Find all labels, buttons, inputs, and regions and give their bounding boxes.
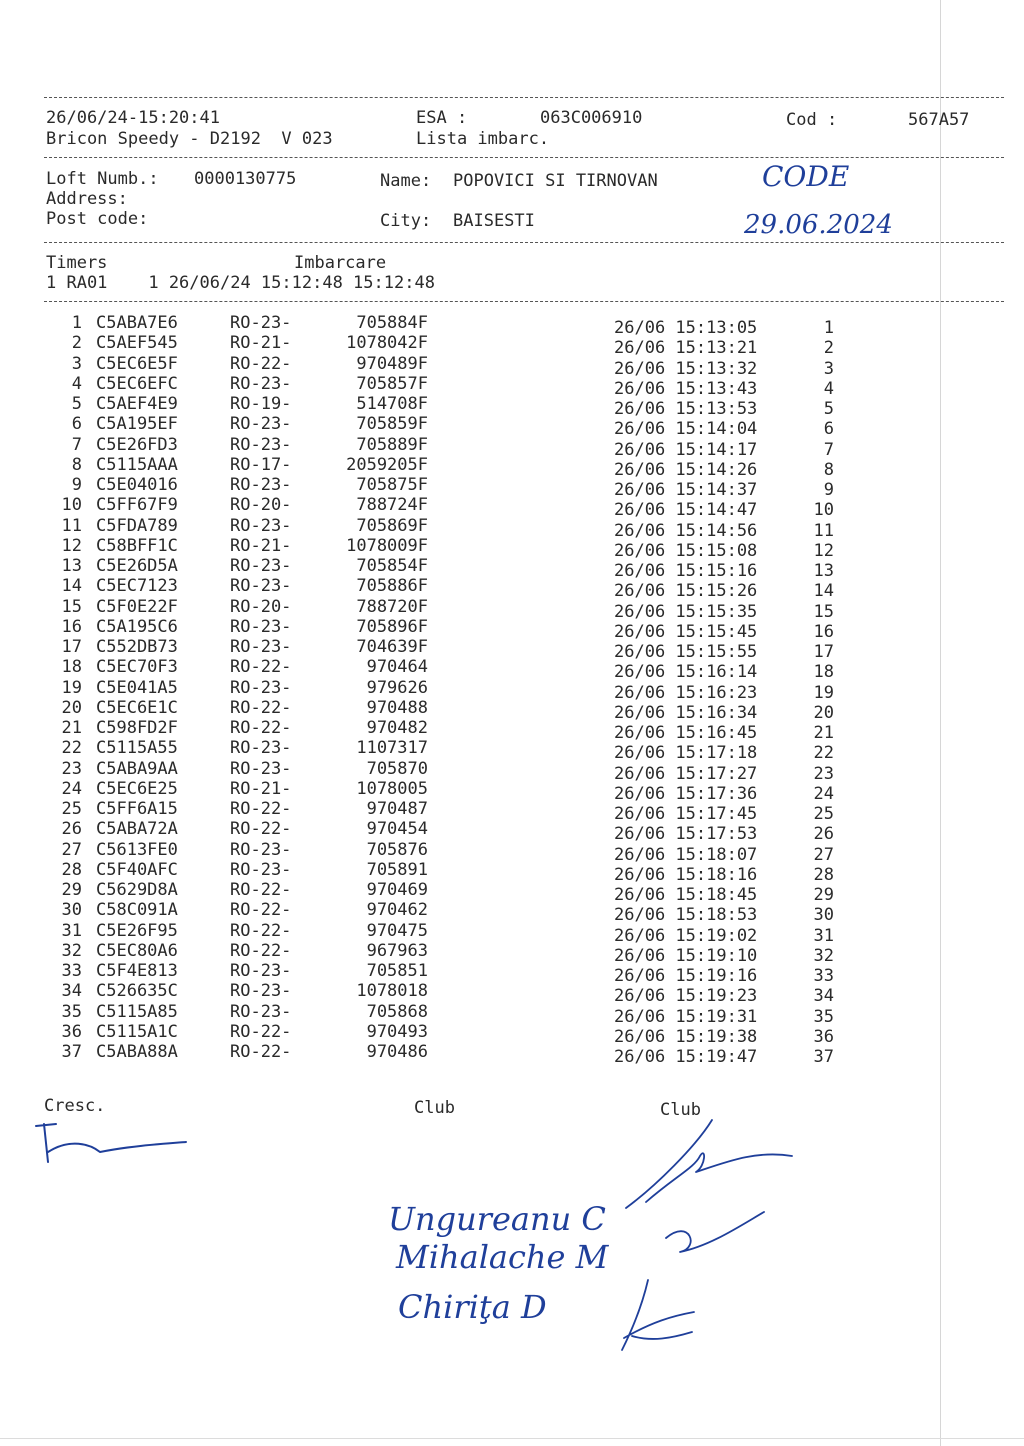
ring-prefix: RO-23- xyxy=(230,616,292,637)
ring-prefix: RO-23- xyxy=(230,515,292,536)
row-index: 31 xyxy=(61,920,82,941)
pigeon-row xyxy=(0,556,1024,581)
ring-code: C5E26FD3 xyxy=(96,434,178,455)
ring-code: C5E26D5A xyxy=(96,556,178,576)
divider xyxy=(44,301,1004,302)
ring-number: 970486 xyxy=(366,1042,428,1062)
ring-number: 705886F xyxy=(356,576,428,597)
ring-number: 514708F xyxy=(356,394,428,414)
imbarcare-label: Imbarcare xyxy=(294,253,387,273)
club-label-1: Club xyxy=(414,1098,455,1118)
clock-time: 26/06 15:13:05 xyxy=(614,318,758,338)
clock-time: 26/06 15:17:18 xyxy=(614,743,758,764)
ring-code: C5EC6E25 xyxy=(96,778,178,799)
clock-time: 26/06 15:18:07 xyxy=(614,844,758,865)
position: 6 xyxy=(823,419,834,440)
ring-number: 704639F xyxy=(356,637,428,657)
ring-number: 2059205F xyxy=(346,454,428,475)
position: 19 xyxy=(813,682,834,703)
position: 29 xyxy=(813,885,834,905)
pigeon-row xyxy=(0,333,1024,359)
pigeon-row xyxy=(0,637,1024,662)
ring-prefix: RO-23- xyxy=(230,313,292,333)
ring-number: 705869F xyxy=(356,515,428,536)
scan-edge-horizontal xyxy=(0,1438,1024,1439)
ring-number: 705859F xyxy=(356,414,428,435)
position: 2 xyxy=(823,338,834,359)
row-index: 9 xyxy=(71,475,82,495)
pigeon-row xyxy=(0,799,1024,824)
ring-code: C5AEF4E9 xyxy=(96,394,178,414)
ring-prefix: RO-22- xyxy=(230,940,292,961)
clock-time: 26/06 15:18:45 xyxy=(614,885,758,905)
position: 23 xyxy=(813,763,834,784)
position: 32 xyxy=(813,945,834,966)
ring-number: 970469 xyxy=(366,880,428,900)
position: 20 xyxy=(813,702,834,723)
ring-code: C5FDA789 xyxy=(96,515,178,536)
ring-prefix: RO-19- xyxy=(230,394,292,414)
pigeon-row xyxy=(0,414,1024,440)
ring-prefix: RO-22- xyxy=(230,819,292,840)
ring-number: 970454 xyxy=(366,819,428,840)
position: 21 xyxy=(813,723,834,743)
clock-time: 26/06 15:14:04 xyxy=(614,419,758,440)
row-index: 14 xyxy=(61,576,82,597)
row-index: 20 xyxy=(61,697,82,718)
row-index: 16 xyxy=(61,616,82,637)
clock-time: 26/06 15:16:34 xyxy=(614,702,758,723)
name-label: Name: xyxy=(380,171,432,191)
pigeon-row xyxy=(0,859,1024,885)
position: 10 xyxy=(813,500,834,521)
club-signature-1 xyxy=(616,1116,806,1216)
ring-prefix: RO-22- xyxy=(230,718,292,738)
ring-number: 788720F xyxy=(356,596,428,617)
clock-time: 26/06 15:14:47 xyxy=(614,500,758,521)
pigeon-row xyxy=(0,920,1024,946)
ring-prefix: RO-23- xyxy=(230,576,292,597)
pigeon-row xyxy=(0,596,1024,622)
position: 27 xyxy=(813,844,834,865)
clock-time: 26/06 15:13:43 xyxy=(614,378,758,399)
esa-value: 063C006910 xyxy=(540,108,643,128)
position: 34 xyxy=(813,986,834,1007)
ring-code: C5A195EF xyxy=(96,414,178,435)
ring-number: 705870 xyxy=(366,758,428,779)
pigeon-row xyxy=(0,819,1024,845)
ring-prefix: RO-21- xyxy=(230,778,292,799)
pigeon-row xyxy=(0,981,1024,1007)
clock-time: 26/06 15:17:53 xyxy=(614,824,758,845)
position: 35 xyxy=(813,1006,834,1027)
ring-prefix: RO-23- xyxy=(230,738,292,759)
ring-code: C5115A85 xyxy=(96,1001,178,1022)
position: 22 xyxy=(813,743,834,764)
clock-time: 26/06 15:13:53 xyxy=(614,399,758,419)
loft-number-value: 0000130775 xyxy=(194,169,297,189)
ring-code: C552DB73 xyxy=(96,637,178,657)
divider xyxy=(44,157,1004,158)
ring-number: 705896F xyxy=(356,616,428,637)
position: 33 xyxy=(813,966,834,986)
pigeon-row xyxy=(0,880,1024,905)
ring-number: 705876 xyxy=(366,839,428,860)
pigeon-row xyxy=(0,718,1024,743)
position: 7 xyxy=(823,439,834,460)
position: 17 xyxy=(813,642,834,662)
ring-prefix: RO-22- xyxy=(230,657,292,678)
row-index: 36 xyxy=(61,1021,82,1042)
clock-time: 26/06 15:18:53 xyxy=(614,905,758,926)
ring-code: C5EC6E1C xyxy=(96,697,178,718)
clock-time: 26/06 15:14:17 xyxy=(614,439,758,460)
clock-time: 26/06 15:16:14 xyxy=(614,662,758,683)
ring-prefix: RO-22- xyxy=(230,920,292,941)
ring-prefix: RO-23- xyxy=(230,961,292,981)
position: 26 xyxy=(813,824,834,845)
timers-title: Timers xyxy=(46,253,108,273)
ring-code: C5F0E22F xyxy=(96,596,178,617)
clock-time: 26/06 15:14:26 xyxy=(614,459,758,480)
clock-time: 26/06 15:16:23 xyxy=(614,682,758,703)
row-index: 23 xyxy=(61,758,82,779)
list-title: Lista imbarc. xyxy=(416,129,550,149)
ring-code: C598FD2F xyxy=(96,718,178,738)
row-index: 8 xyxy=(71,454,82,475)
ring-number: 979626 xyxy=(366,677,428,698)
pigeon-row xyxy=(0,535,1024,561)
ring-code: C5ABA72A xyxy=(96,819,178,840)
pigeon-row xyxy=(0,839,1024,865)
row-index: 12 xyxy=(61,535,82,556)
ring-prefix: RO-23- xyxy=(230,758,292,779)
clock-time: 26/06 15:17:36 xyxy=(614,783,758,804)
ring-number: 705857F xyxy=(356,373,428,394)
handwritten-code-note: CODE xyxy=(762,160,850,193)
ring-code: C5613FE0 xyxy=(96,839,178,860)
ring-code: C5EC6EFC xyxy=(96,373,178,394)
ring-number: 970489F xyxy=(356,353,428,374)
pigeon-row xyxy=(0,778,1024,804)
ring-code: C5E041A5 xyxy=(96,677,178,698)
ring-number: 970482 xyxy=(366,718,428,738)
ring-number: 1078005 xyxy=(356,778,428,799)
pigeon-row xyxy=(0,434,1024,460)
pigeon-row xyxy=(0,454,1024,480)
handwritten-name-3: Chiriţa D xyxy=(398,1288,547,1326)
clock-time: 26/06 15:15:45 xyxy=(614,621,758,642)
position: 9 xyxy=(823,480,834,500)
loft-number-label: Loft Numb.: xyxy=(46,169,159,189)
divider xyxy=(44,242,1004,243)
ring-number: 967963 xyxy=(366,940,428,961)
address-label: Address: xyxy=(46,189,128,209)
pigeon-row xyxy=(0,576,1024,602)
ring-code: C5EC70F3 xyxy=(96,657,178,678)
clock-time: 26/06 15:17:27 xyxy=(614,763,758,784)
clock-time: 26/06 15:15:16 xyxy=(614,561,758,581)
cresc-label: Cresc. xyxy=(44,1096,106,1116)
clock-time: 26/06 15:15:35 xyxy=(614,601,758,622)
cod-value: 567A57 xyxy=(908,110,970,130)
row-index: 2 xyxy=(71,333,82,354)
pigeon-row xyxy=(0,657,1024,683)
ring-prefix: RO-20- xyxy=(230,495,292,516)
clock-time: 26/06 15:16:45 xyxy=(614,723,758,743)
ring-prefix: RO-23- xyxy=(230,556,292,576)
row-index: 15 xyxy=(61,596,82,617)
row-index: 32 xyxy=(61,940,82,961)
row-index: 24 xyxy=(61,778,82,799)
ring-prefix: RO-23- xyxy=(230,677,292,698)
ring-code: C5F4E813 xyxy=(96,961,178,981)
club-signature-2 xyxy=(660,1208,770,1268)
position: 37 xyxy=(813,1047,834,1067)
pigeon-row xyxy=(0,373,1024,399)
row-index: 27 xyxy=(61,839,82,860)
ring-number: 970487 xyxy=(366,799,428,819)
ring-number: 1078009F xyxy=(346,535,428,556)
ring-prefix: RO-23- xyxy=(230,1001,292,1022)
ring-code: C5A195C6 xyxy=(96,616,178,637)
position: 24 xyxy=(813,783,834,804)
position: 25 xyxy=(813,804,834,824)
position: 1 xyxy=(823,318,834,338)
clock-time: 26/06 15:14:37 xyxy=(614,480,758,500)
row-index: 37 xyxy=(61,1042,82,1062)
ring-code: C5E26F95 xyxy=(96,920,178,941)
ring-number: 1078042F xyxy=(346,333,428,354)
row-index: 25 xyxy=(61,799,82,819)
clock-time: 26/06 15:19:47 xyxy=(614,1047,758,1067)
pigeon-row xyxy=(0,900,1024,926)
ring-prefix: RO-21- xyxy=(230,535,292,556)
position: 5 xyxy=(823,399,834,419)
row-index: 28 xyxy=(61,859,82,880)
ring-number: 705889F xyxy=(356,434,428,455)
position: 16 xyxy=(813,621,834,642)
ring-prefix: RO-23- xyxy=(230,981,292,1002)
clock-time: 26/06 15:19:10 xyxy=(614,945,758,966)
ring-code: C5EC6E5F xyxy=(96,353,178,374)
ring-prefix: RO-23- xyxy=(230,637,292,657)
row-index: 30 xyxy=(61,900,82,921)
esa-label: ESA : xyxy=(416,108,468,128)
pigeon-row xyxy=(0,738,1024,764)
pigeon-row xyxy=(0,961,1024,986)
clock-time: 26/06 15:17:45 xyxy=(614,804,758,824)
ring-code: C5E04016 xyxy=(96,475,178,495)
clock-time: 26/06 15:19:31 xyxy=(614,1006,758,1027)
row-index: 18 xyxy=(61,657,82,678)
clock-time: 26/06 15:15:26 xyxy=(614,581,758,602)
ring-prefix: RO-23- xyxy=(230,839,292,860)
ring-number: 970462 xyxy=(366,900,428,921)
ring-code: C5EC80A6 xyxy=(96,940,178,961)
name-value: POPOVICI SI TIRNOVAN xyxy=(453,171,658,191)
position: 30 xyxy=(813,905,834,926)
ring-number: 1107317 xyxy=(356,738,428,759)
ring-number: 970475 xyxy=(366,920,428,941)
pigeon-row xyxy=(0,394,1024,419)
pigeon-row xyxy=(0,1001,1024,1027)
ring-number: 1078018 xyxy=(356,981,428,1002)
position: 36 xyxy=(813,1026,834,1047)
row-index: 11 xyxy=(61,515,82,536)
clock-time: 26/06 15:18:16 xyxy=(614,864,758,885)
position: 18 xyxy=(813,662,834,683)
row-index: 21 xyxy=(61,718,82,738)
ring-code: C5115AAA xyxy=(96,454,178,475)
position: 28 xyxy=(813,864,834,885)
row-index: 35 xyxy=(61,1001,82,1022)
print-datetime: 26/06/24-15:20:41 xyxy=(46,108,220,128)
position: 13 xyxy=(813,561,834,581)
ring-number: 705891 xyxy=(366,859,428,880)
row-index: 6 xyxy=(71,414,82,435)
clock-time: 26/06 15:19:38 xyxy=(614,1026,758,1047)
ring-code: C5115A1C xyxy=(96,1021,178,1042)
postcode-label: Post code: xyxy=(46,209,149,229)
position: 12 xyxy=(813,540,834,561)
ring-prefix: RO-20- xyxy=(230,596,292,617)
pigeon-row xyxy=(0,758,1024,784)
ring-number: 705851 xyxy=(366,961,428,981)
row-index: 10 xyxy=(61,495,82,516)
clock-time: 26/06 15:13:21 xyxy=(614,338,758,359)
pigeon-row xyxy=(0,313,1024,338)
club-label-2: Club xyxy=(660,1100,701,1120)
ring-prefix: RO-22- xyxy=(230,880,292,900)
ring-prefix: RO-17- xyxy=(230,454,292,475)
city-value: BAISESTI xyxy=(453,211,535,231)
pigeon-row xyxy=(0,353,1024,379)
pigeon-row xyxy=(0,1021,1024,1047)
pigeon-row xyxy=(0,1042,1024,1067)
row-index: 26 xyxy=(61,819,82,840)
clock-time: 26/06 15:19:02 xyxy=(614,925,758,946)
city-label: City: xyxy=(380,211,432,231)
ring-code: C58BFF1C xyxy=(96,535,178,556)
ring-code: C5EC7123 xyxy=(96,576,178,597)
position: 14 xyxy=(813,581,834,602)
row-index: 33 xyxy=(61,961,82,981)
ring-code: C5AEF545 xyxy=(96,333,178,354)
row-index: 7 xyxy=(71,434,82,455)
position: 8 xyxy=(823,459,834,480)
ring-prefix: RO-21- xyxy=(230,333,292,354)
breeder-signature xyxy=(30,1118,200,1178)
ring-code: C5629D8A xyxy=(96,880,178,900)
ring-prefix: RO-22- xyxy=(230,1021,292,1042)
divider xyxy=(44,97,1004,98)
ring-code: C5115A55 xyxy=(96,738,178,759)
ring-number: 788724F xyxy=(356,495,428,516)
ring-code: C5ABA88A xyxy=(96,1042,178,1062)
pigeon-row xyxy=(0,515,1024,541)
cod-label: Cod : xyxy=(786,110,838,130)
pigeon-row xyxy=(0,475,1024,500)
club-line: Bricon Speedy - D2192 V 023 xyxy=(46,129,333,149)
timer-line: 1 RA01 1 26/06/24 15:12:48 15:12:48 xyxy=(46,273,435,293)
clock-time: 26/06 15:19:23 xyxy=(614,986,758,1007)
row-index: 1 xyxy=(71,313,82,333)
position: 11 xyxy=(813,520,834,541)
clock-time: 26/06 15:19:16 xyxy=(614,966,758,986)
ring-number: 970464 xyxy=(366,657,428,678)
row-index: 34 xyxy=(61,981,82,1002)
ring-prefix: RO-22- xyxy=(230,697,292,718)
clock-time: 26/06 15:14:56 xyxy=(614,520,758,541)
ring-prefix: RO-22- xyxy=(230,900,292,921)
pigeon-row xyxy=(0,616,1024,642)
ring-code: C526635C xyxy=(96,981,178,1002)
clock-time: 26/06 15:15:55 xyxy=(614,642,758,662)
ring-number: 705868 xyxy=(366,1001,428,1022)
ring-code: C58C091A xyxy=(96,900,178,921)
ring-code: C5FF6A15 xyxy=(96,799,178,819)
pigeon-row xyxy=(0,940,1024,966)
handwritten-date-note: 29.06.2024 xyxy=(744,210,893,240)
ring-number: 970488 xyxy=(366,697,428,718)
ring-number: 970493 xyxy=(366,1021,428,1042)
row-index: 3 xyxy=(71,353,82,374)
ring-number: 705854F xyxy=(356,556,428,576)
ring-prefix: RO-22- xyxy=(230,1042,292,1062)
row-index: 19 xyxy=(61,677,82,698)
row-index: 5 xyxy=(71,394,82,414)
ring-prefix: RO-23- xyxy=(230,414,292,435)
ring-number: 705875F xyxy=(356,475,428,495)
handwritten-name-1: Ungureanu C xyxy=(388,1200,606,1238)
ring-prefix: RO-23- xyxy=(230,475,292,495)
ring-prefix: RO-23- xyxy=(230,859,292,880)
clock-time: 26/06 15:13:32 xyxy=(614,358,758,379)
row-index: 17 xyxy=(61,637,82,657)
ring-prefix: RO-22- xyxy=(230,353,292,374)
ring-prefix: RO-22- xyxy=(230,799,292,819)
row-index: 13 xyxy=(61,556,82,576)
pigeon-row xyxy=(0,495,1024,521)
position: 4 xyxy=(823,378,834,399)
handwritten-name-2: Mihalache M xyxy=(396,1238,609,1276)
ring-prefix: RO-23- xyxy=(230,373,292,394)
row-index: 22 xyxy=(61,738,82,759)
ring-code: C5ABA7E6 xyxy=(96,313,178,333)
clock-time: 26/06 15:15:08 xyxy=(614,540,758,561)
position: 31 xyxy=(813,925,834,946)
ring-code: C5ABA9AA xyxy=(96,758,178,779)
pigeon-row xyxy=(0,697,1024,723)
position: 3 xyxy=(823,358,834,379)
club-signature-3 xyxy=(612,1276,702,1356)
row-index: 4 xyxy=(71,373,82,394)
ring-code: C5F40AFC xyxy=(96,859,178,880)
position: 15 xyxy=(813,601,834,622)
ring-number: 705884F xyxy=(356,313,428,333)
pigeon-row xyxy=(0,677,1024,703)
row-index: 29 xyxy=(61,880,82,900)
ring-code: C5FF67F9 xyxy=(96,495,178,516)
ring-prefix: RO-23- xyxy=(230,434,292,455)
